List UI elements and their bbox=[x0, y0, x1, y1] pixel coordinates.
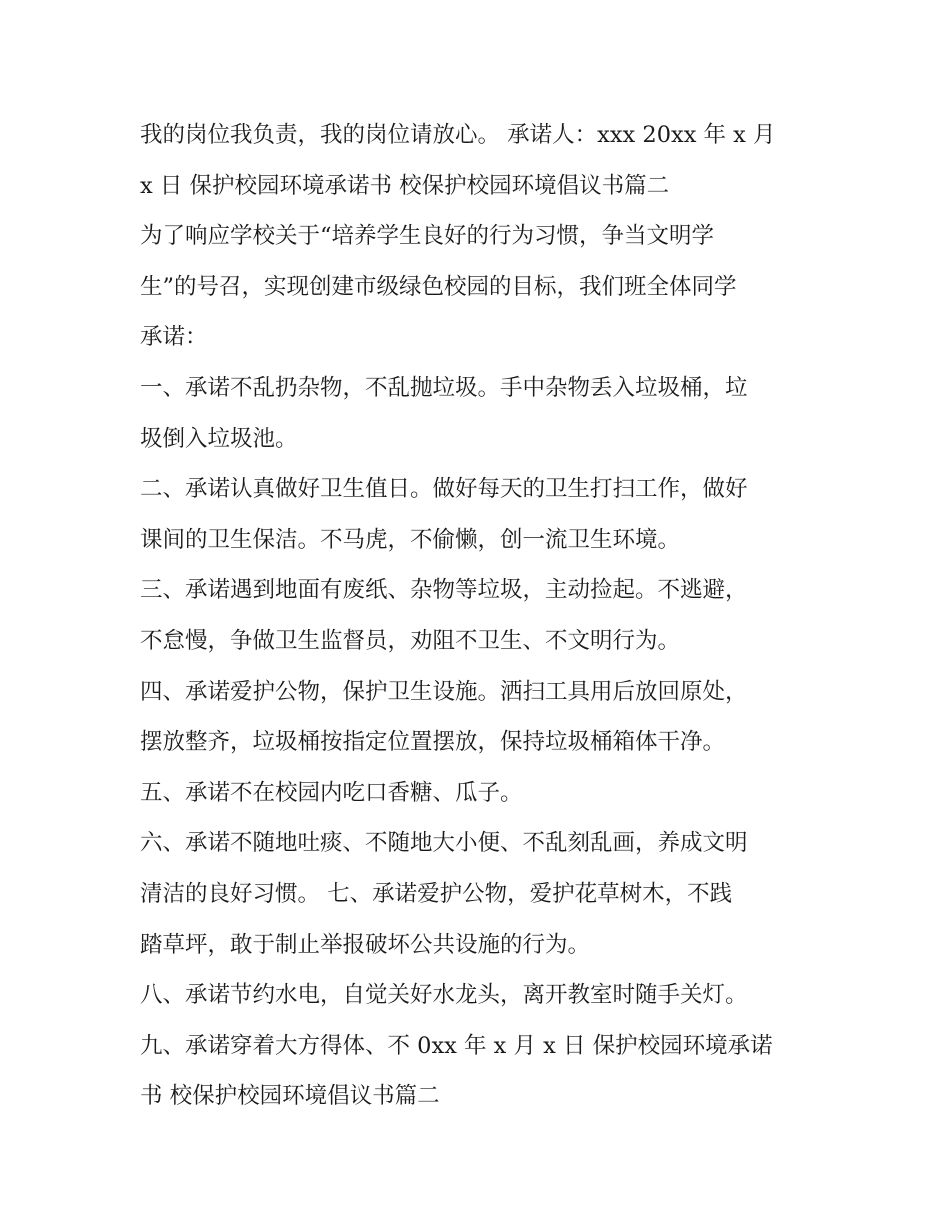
text-line-17: 踏草坪，敢于制止举报破坏公共设施的行为。 bbox=[140, 931, 591, 958]
text-line-16: 清洁的良好习惯。 七、承诺爱护公物，爱护花草树木，不践 bbox=[140, 880, 733, 907]
text-line-14: 五、承诺不在校园内吃口香糖、瓜子。 bbox=[140, 779, 523, 806]
text-line-7: 圾倒入垃圾池。 bbox=[140, 425, 298, 452]
text-line-11: 不怠慢，争做卫生监督员，劝阻不卫生、不文明行为。 bbox=[140, 627, 681, 654]
text-line-10: 三、承诺遇到地面有废纸、杂物等垃圾，主动捡起。不逃避， bbox=[140, 577, 748, 604]
text-line-9: 课间的卫生保洁。不马虎，不偷懒，创一流卫生环境。 bbox=[140, 526, 681, 553]
text-line-4: 生”的号召，实现创建市级绿色校园的目标，我们班全体同学 bbox=[140, 273, 737, 300]
text-line-13: 摆放整齐，垃圾桶按指定位置摆放，保持垃圾桶箱体干净。 bbox=[140, 729, 726, 756]
text-line-6: 一、承诺不乱扔杂物，不乱抛垃圾。手中杂物丢入垃圾桶，垃 bbox=[140, 374, 748, 401]
text-line-15: 六、承诺不随地吐痰、不随地大小便、不乱刻乱画，养成文明 bbox=[140, 830, 748, 857]
text-line-19: 九、承诺穿着大方得体、不 0xx 年 x 月 x 日 保护校园环境承诺 bbox=[140, 1032, 773, 1059]
text-line-18: 八、承诺节约水电，自觉关好水龙头，离开教室时随手关灯。 bbox=[140, 982, 748, 1009]
text-line-5: 承诺： bbox=[140, 324, 208, 351]
text-line-2: x 日 保护校园环境承诺书 校保护校园环境倡议书篇二 bbox=[140, 172, 670, 199]
text-line-3: 为了响应学校关于“培养学生良好的行为习惯，争当文明学 bbox=[140, 223, 715, 250]
document-body bbox=[140, 110, 830, 1122]
text-line-8: 二、承诺认真做好卫生值日。做好每天的卫生打扫工作，做好 bbox=[140, 476, 748, 503]
text-line-20: 书 校保护校园环境倡议书篇二 bbox=[140, 1083, 440, 1110]
text-line-12: 四、承诺爱护公物，保护卫生设施。洒扫工具用后放回原处， bbox=[140, 678, 748, 705]
text-line-1: 我的岗位我负责，我的岗位请放心。 承诺人：xxx 20xx 年 x 月 bbox=[140, 122, 776, 148]
